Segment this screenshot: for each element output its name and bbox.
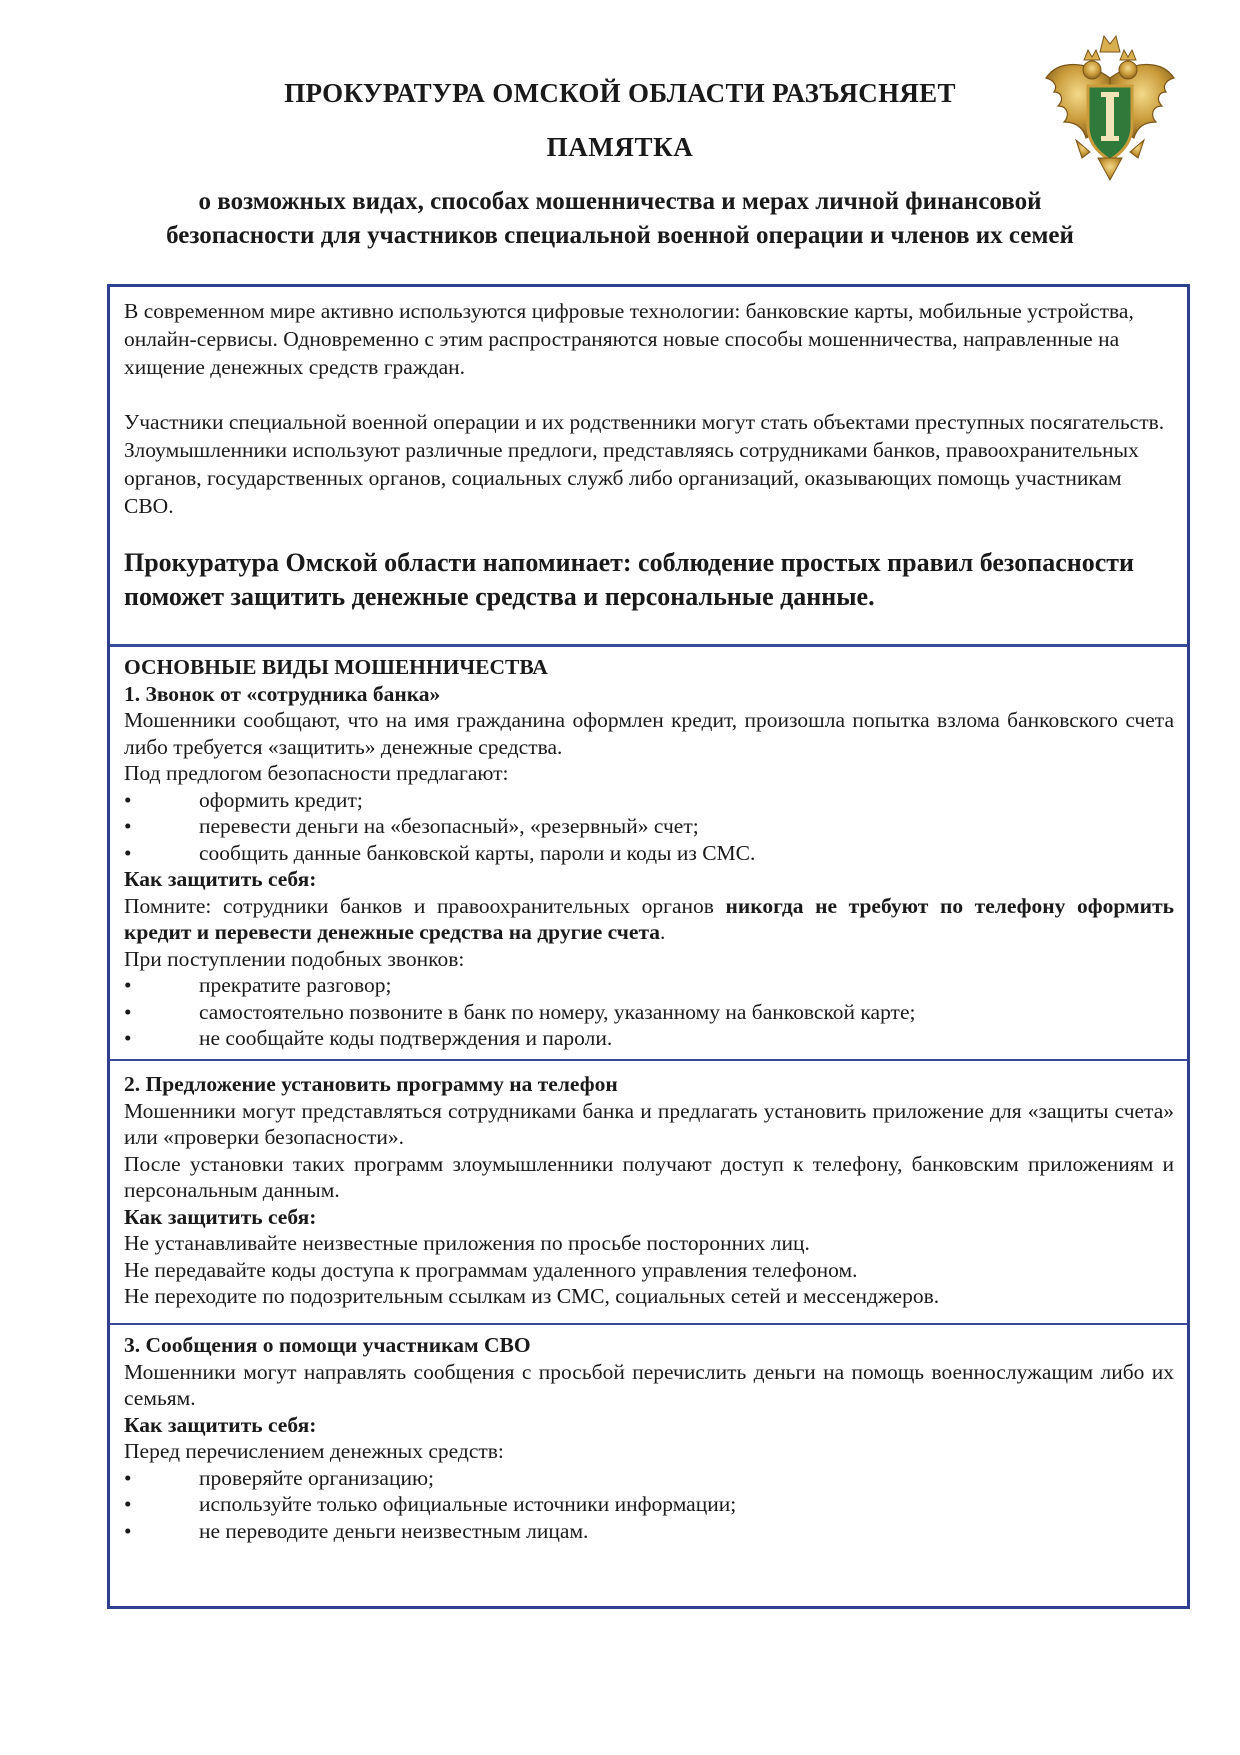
section-2-advice-1: Не устанавливайте неизвестные приложения по просьбе посторонних лиц.: [124, 1231, 810, 1255]
divider-section-2: [110, 1323, 1187, 1325]
intro-paragraph-1: В современном мире активно используются цифровые технологии: банковские карты, мобильные устройства, онлайн-сервисы. Одновременно с этим распространяются новые способы мошенничества, направленные на хищение денежных средств граждан.: [124, 299, 1134, 379]
section-2-protect-heading: Как защитить себя:: [124, 1204, 317, 1229]
section-1-paragraph-1: Мошенники сообщают, что на имя гражданина оформлен кредит, произошла попытка взлома банковского счета либо требуется «защитить» денежные средства.: [124, 708, 1174, 759]
list-item-text: оформить кредит;: [199, 787, 363, 812]
section-1-list-2: [124, 972, 1174, 1052]
list-item: [124, 999, 1174, 1026]
section-2-title: 2. Предложение установить программу на телефон: [124, 1072, 618, 1096]
section-3-protect-heading: Как защитить себя:: [124, 1412, 317, 1437]
divider-intro: [110, 644, 1187, 647]
bullet: •: [124, 1492, 132, 1516]
list-item-text: самостоятельно позвоните в банк по номеру, указанному на банковской карте;: [199, 999, 916, 1024]
intro-paragraph-2: Участники специальной военной операции и их родственники могут стать объектами преступных посягательств. Злоумышленники используют различные предлоги, представляясь сотрудниками банков, правоохранительных органов, государственных органов, социальных служб либо организаций, оказывающих помощь участникам СВО.: [124, 410, 1165, 518]
list-item-text: не сообщайте коды подтверждения и пароли.: [199, 1026, 613, 1050]
subtitle-line-1: о возможных видах, способах мошенничества и мерах личной финансовой: [198, 188, 1042, 215]
bullet: •: [124, 1465, 132, 1490]
list-item-text: сообщить данные банковской карты, пароли и коды из СМС.: [199, 840, 756, 865]
bullet: •: [124, 787, 132, 812]
intro-highlight: Прокуратура Омской области напоминает: соблюдение простых правил безопасности поможет защитить денежные средства и персональные данные.: [124, 548, 1135, 611]
document-title: ПРОКУРАТУРА ОМСКОЙ ОБЛАСТИ РАЗЪЯСНЯЕТ: [284, 78, 956, 108]
section-heading: ОСНОВНЫЕ ВИДЫ МОШЕННИЧЕСТВА: [124, 655, 548, 679]
section-2-paragraph-1: Мошенники могут представляться сотрудниками банка и предлагать установить приложение для «защиты счета» или «проверки безопасности».: [124, 1098, 1174, 1149]
section-3: [110, 1332, 1187, 1544]
section-1-paragraph-3: При поступлении подобных звонков:: [124, 946, 465, 971]
memo-title: ПАМЯТКА: [546, 132, 694, 162]
section-1-title: 1. Звонок от «сотрудника банка»: [124, 681, 441, 706]
section-1-paragraph-2: Под предлогом безопасности предлагают:: [124, 761, 509, 785]
divider-section-1: [110, 1059, 1187, 1061]
section-1-remember: [124, 893, 1174, 946]
list-item: [124, 813, 1174, 840]
section-2: [110, 1071, 1187, 1310]
list-item-text: не переводите деньги неизвестным лицам.: [199, 1518, 589, 1543]
remember-prefix: Помните: сотрудники банков и правоохранительных органов: [124, 893, 726, 918]
section-1-list-1: [124, 787, 1174, 867]
section-2-advice-3: Не переходите по подозрительным ссылкам из СМС, социальных сетей и мессенджеров.: [124, 1284, 940, 1308]
section-2-advice-2: Не передавайте коды доступа к программам удаленного управления телефоном.: [124, 1257, 858, 1282]
memo-subtitle: [0, 185, 1240, 253]
section-2-paragraph-2: После установки таких программ злоумышленники получают доступ к телефону, банковским приложениям и персональным данным.: [124, 1151, 1174, 1202]
list-item: [124, 972, 1174, 999]
bullet: •: [124, 973, 132, 997]
section-3-paragraph-1: Мошенники могут направлять сообщения с просьбой перечислить деньги на помощь военнослужащим либо их семьям.: [124, 1359, 1174, 1410]
list-item: [124, 1465, 1174, 1492]
content-frame: [107, 284, 1190, 1609]
section-3-list: [124, 1465, 1174, 1545]
section-3-title: 3. Сообщения о помощи участникам СВО: [124, 1333, 531, 1357]
prosecutor-emblem-icon: [1040, 30, 1180, 190]
section-1: [110, 654, 1187, 1052]
intro-section: [110, 297, 1187, 614]
list-item-text: прекратите разговор;: [199, 973, 392, 997]
bullet: •: [124, 1518, 132, 1543]
remember-suffix: .: [660, 920, 666, 944]
list-item: [124, 1025, 1174, 1052]
remember-bold: никогда не требуют по телефону оформить кредит и перевести денежные средства на другие счета: [124, 893, 1175, 944]
bullet: •: [124, 1026, 132, 1050]
list-item: [124, 1518, 1174, 1545]
list-item: [124, 1491, 1174, 1518]
section-3-paragraph-2: Перед перечислением денежных средств:: [124, 1439, 504, 1463]
list-item-text: перевести деньги на «безопасный», «резервный» счет;: [199, 814, 699, 838]
bullet: •: [124, 814, 132, 838]
section-1-protect-heading: Как защитить себя:: [124, 867, 317, 891]
list-item-text: используйте только официальные источники информации;: [199, 1492, 737, 1516]
list-item-text: проверяйте организацию;: [199, 1465, 434, 1490]
subtitle-line-2: безопасности для участников специальной военной операции и членов их семей: [166, 222, 1074, 249]
list-item: [124, 840, 1174, 867]
bullet: •: [124, 999, 132, 1024]
bullet: •: [124, 840, 132, 865]
list-item: [124, 787, 1174, 814]
